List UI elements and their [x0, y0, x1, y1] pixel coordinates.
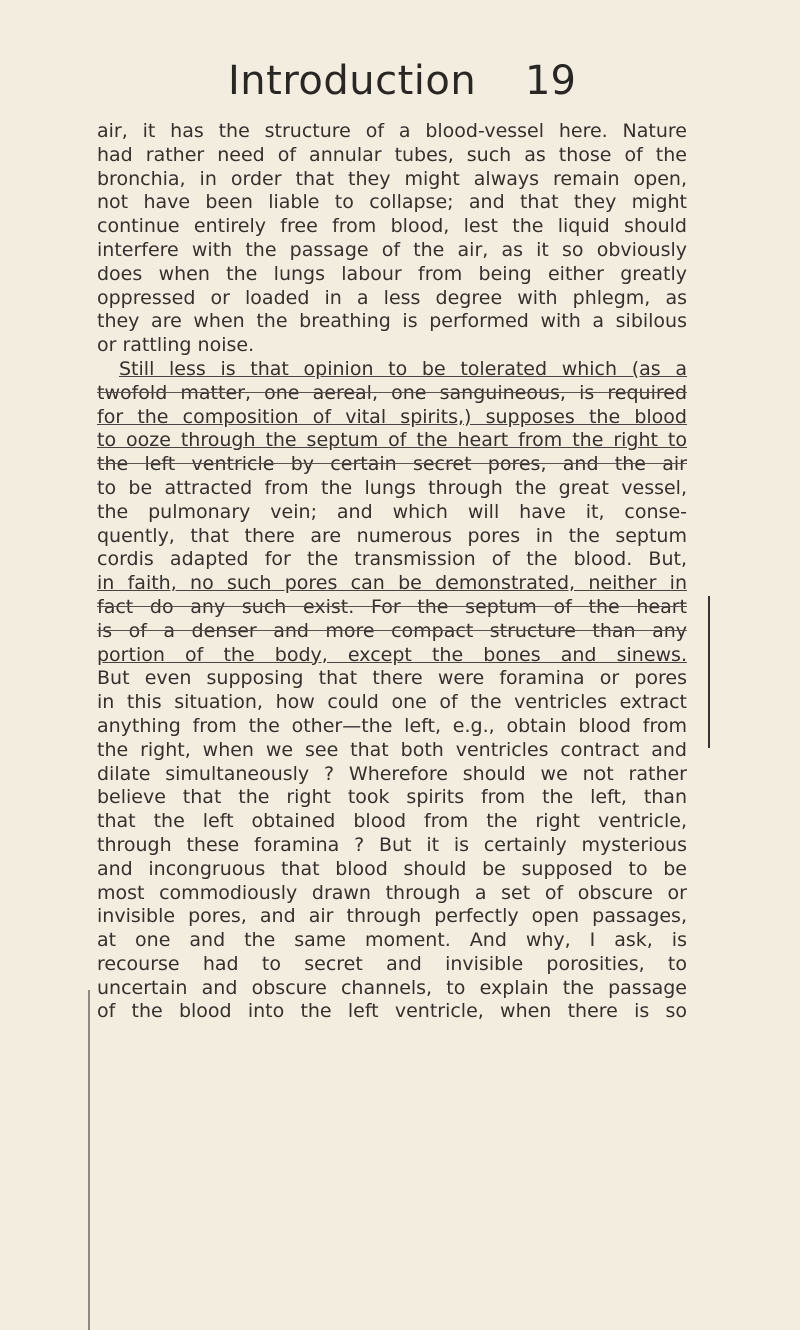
text-line: dilate simultaneously ? Wherefore should we not rather	[97, 762, 687, 785]
text-line: most commodiously drawn through a set of obscure or	[97, 881, 687, 904]
text-line-underlined: portion of the body, except the bones and sinews.	[97, 643, 687, 666]
text-line: the pulmonary vein; and which will have it, conse-	[97, 500, 687, 523]
text-line: that the left obtained blood from the right ventricle,	[97, 810, 687, 833]
text-line: continue entirely free from blood, lest the liquid should	[97, 215, 687, 238]
text-line: oppressed or loaded in a less degree with phlegm, as	[97, 286, 687, 309]
text-line: had rather need of annular tubes, such as those of the	[97, 143, 687, 166]
text-line-underlined: Still less is that opinion to be tolerated which (as a	[119, 357, 687, 380]
text-line: not have been liable to collapse; and that they might	[97, 191, 687, 214]
text-line: of the blood into the left ventricle, when there is so	[97, 1000, 687, 1023]
text-line-struck: is of a denser and more compact structure than any	[97, 619, 687, 642]
text-line: cordis adapted for the transmission of the blood. But,	[97, 548, 687, 571]
margin-mark-left	[88, 990, 90, 1330]
page-header	[0, 57, 800, 105]
text-line: interfere with the passage of the air, as it so obviously	[97, 238, 687, 261]
text-line: But even supposing that there were foramina or pores	[97, 667, 687, 690]
text-line: at one and the same moment. And why, I ask, is	[97, 929, 687, 952]
text-line: air, it has the structure of a blood-vessel here. Nature	[97, 120, 687, 142]
running-title: Introduction	[228, 58, 477, 104]
text-line: uncertain and obscure channels, to explain the passage	[97, 976, 687, 999]
text-line: recourse had to secret and invisible porosities, to	[97, 952, 687, 975]
text-line: to be attracted from the lungs through the great vessel,	[97, 476, 687, 499]
text-line: believe that the right took spirits from the left, than	[97, 786, 687, 809]
text-line: they are when the breathing is performed with a sibilous	[97, 310, 687, 333]
text-line: through these foramina ? But it is certainly mysterious	[97, 833, 687, 856]
text-line: or rattling noise.	[97, 334, 255, 357]
text-line: and incongruous that blood should be supposed to be	[97, 857, 687, 880]
body-text	[97, 120, 687, 1024]
margin-mark-right	[708, 596, 710, 748]
page-number: 19	[525, 58, 576, 104]
text-line: bronchia, in order that they might always remain open,	[97, 167, 687, 190]
text-line-underlined: in faith, no such pores can be demonstrated, neither in	[97, 572, 687, 595]
text-line-struck: the left ventricle by certain secret pores, and the air	[97, 453, 687, 476]
text-line: quently, that there are numerous pores in the septum	[97, 524, 687, 547]
text-line: invisible pores, and air through perfectly open passages,	[97, 905, 687, 928]
text-line-underlined: to ooze through the septum of the heart from the right to	[97, 429, 687, 452]
text-line: anything from the other—the left, e.g., obtain blood from	[97, 714, 687, 737]
text-line-underlined: for the composition of vital spirits,) supposes the blood	[97, 405, 687, 428]
text-line: the right, when we see that both ventricles contract and	[97, 738, 687, 761]
text-line: does when the lungs labour from being either greatly	[97, 262, 687, 285]
text-line: in this situation, how could one of the ventricles extract	[97, 691, 687, 714]
text-line-struck: fact do any such exist. For the septum of the heart	[97, 595, 687, 618]
text-line-struck: twofold matter, one aereal, one sanguineous, is required	[97, 381, 687, 404]
